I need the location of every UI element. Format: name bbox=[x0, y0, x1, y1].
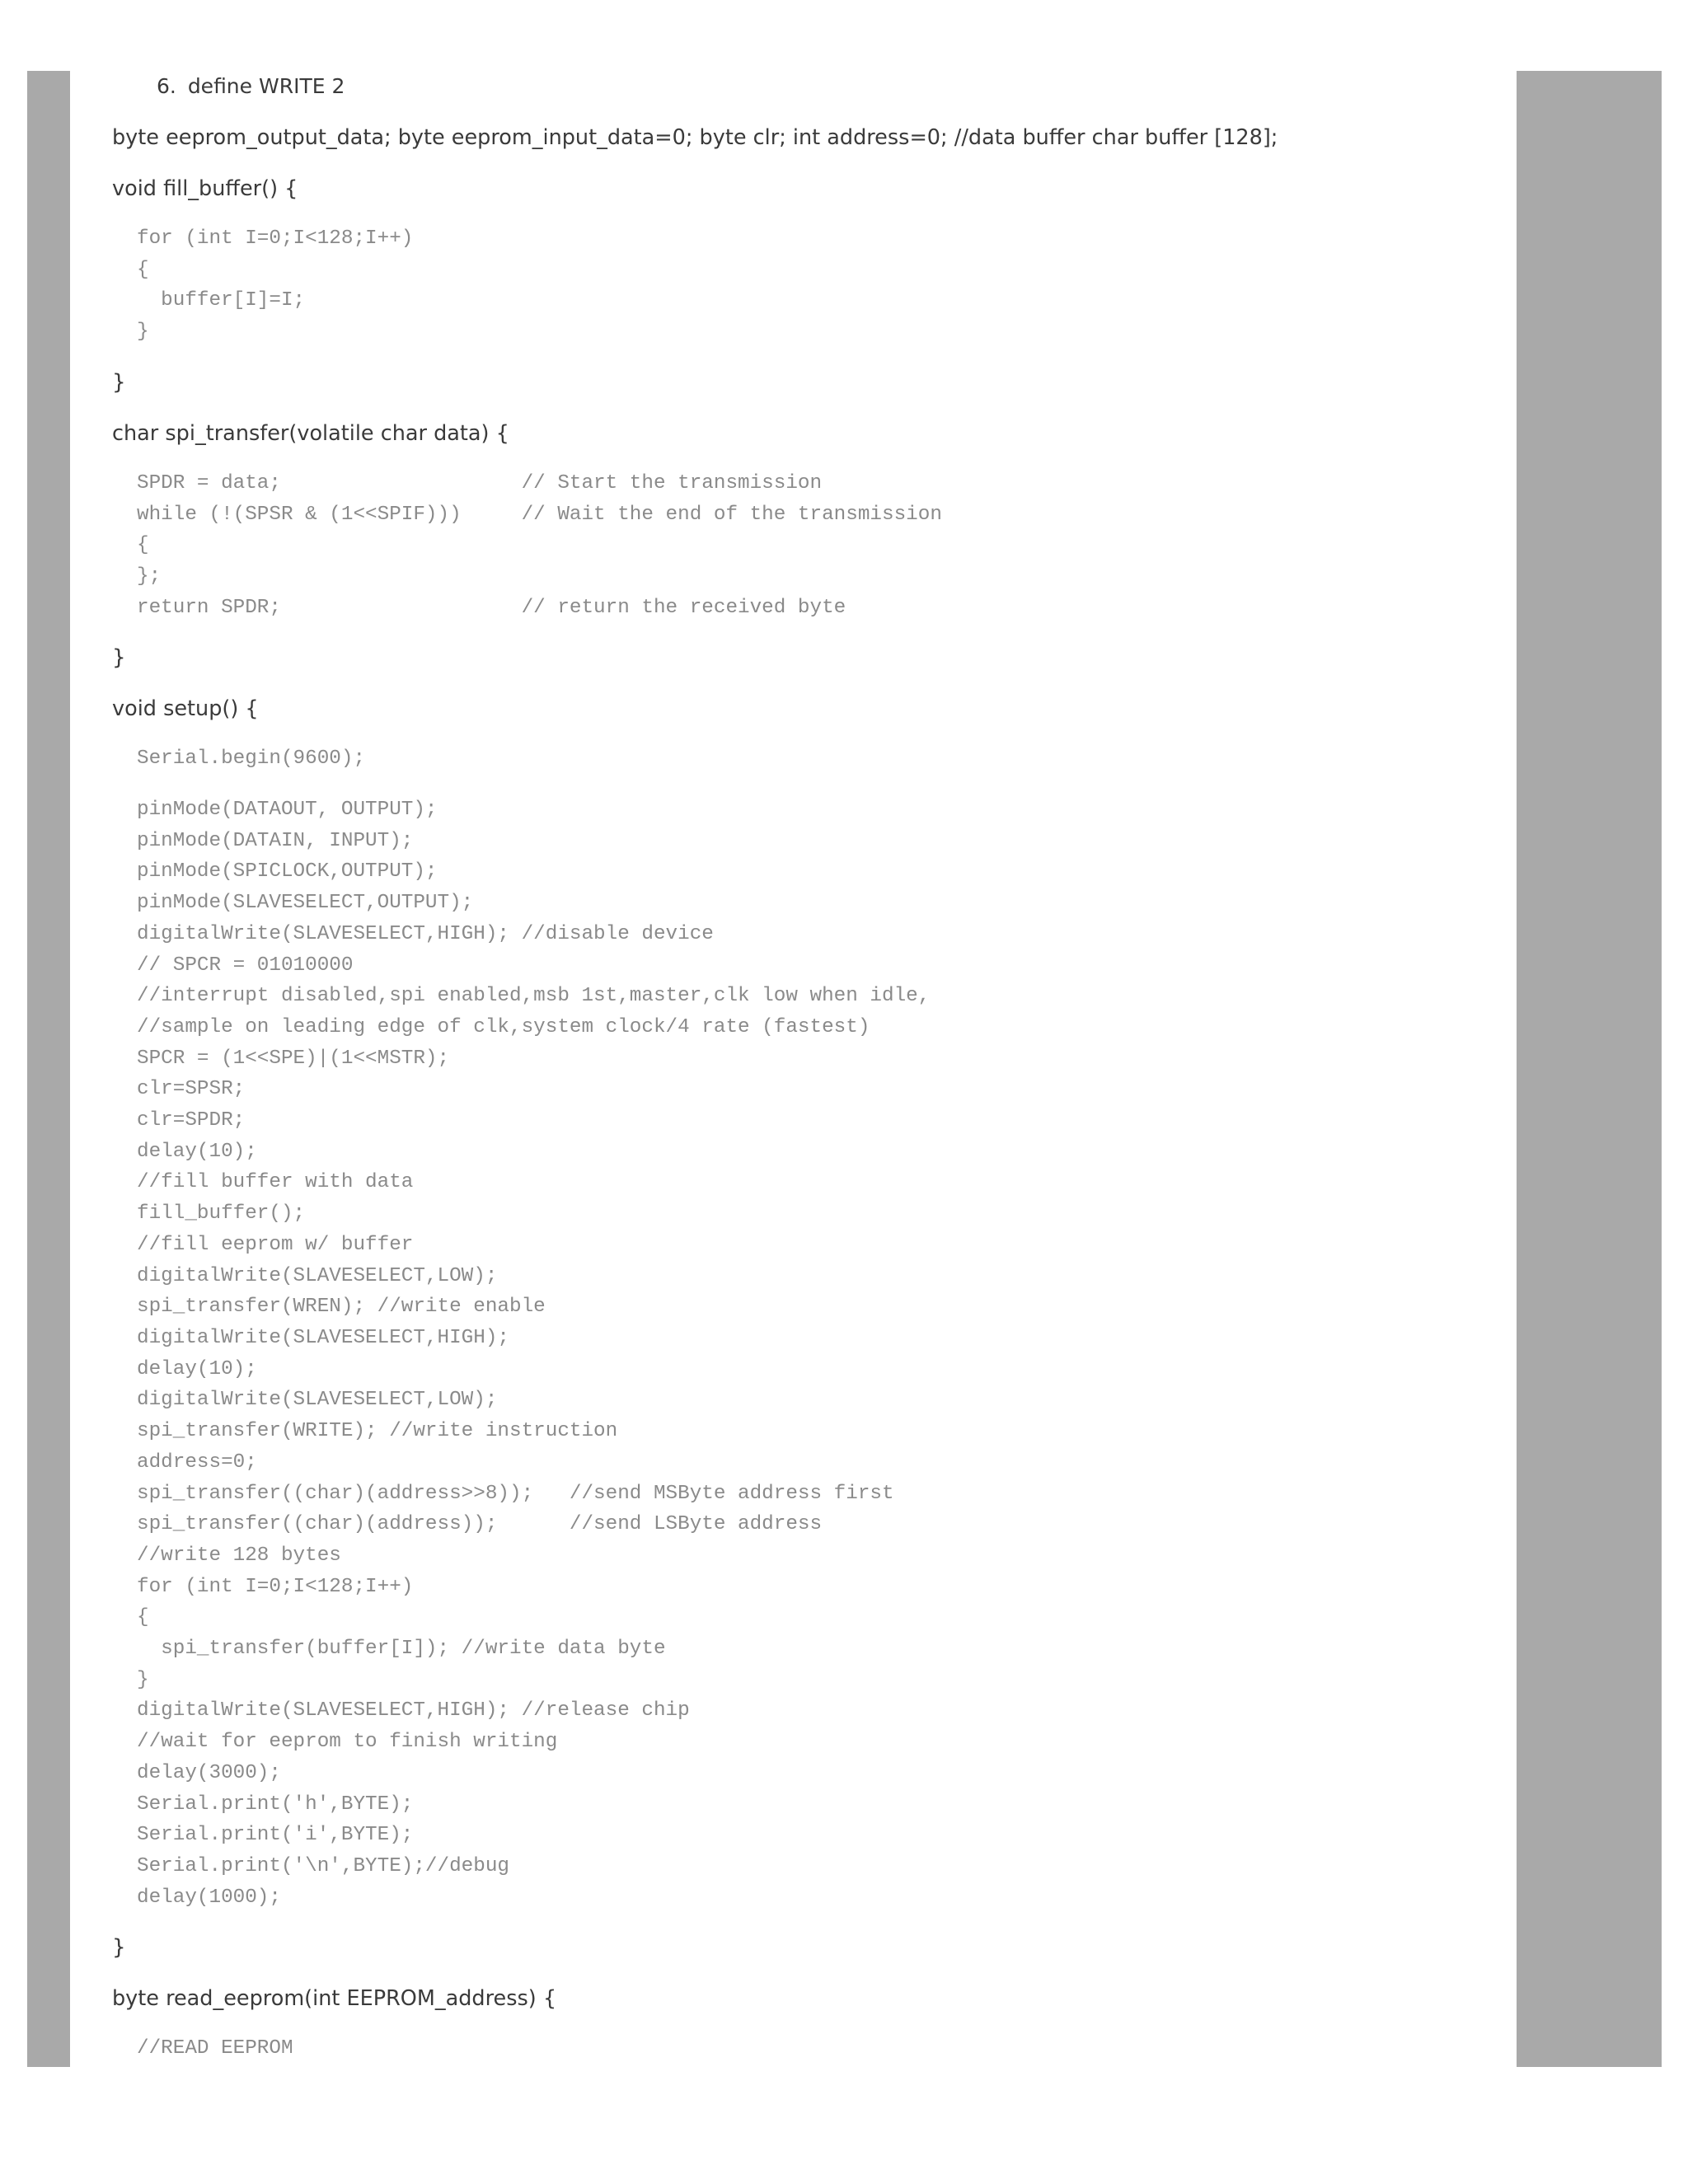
declarations-paragraph: byte eeprom_output_data; byte eeprom_input_data=0; byte clr; int address=0; //data buffer char buffer [128]; bbox=[112, 125, 1278, 150]
read-eeprom-code-block: //READ EEPROM bbox=[137, 2037, 293, 2060]
fill-buffer-code-block: for (int I=0;I<128;I++) { buffer[I]=I; } bbox=[137, 227, 414, 344]
list-item-number: 6. bbox=[157, 74, 176, 98]
setup-serial-code-block: Serial.begin(9600); bbox=[137, 748, 366, 771]
spi-transfer-code-block: SPDR = data; // Start the transmission while (!(SPSR & (1<<SPIF))) // Wait the end of the transmission { }; return SPDR; // return the received byte bbox=[137, 471, 942, 619]
setup-signature: void setup() { bbox=[112, 696, 259, 722]
spi-transfer-signature: char spi_transfer(volatile char data) { bbox=[112, 420, 509, 446]
fill-buffer-close-brace: } bbox=[112, 369, 126, 395]
setup-close-brace: } bbox=[112, 1935, 126, 1961]
spi-transfer-close-brace: } bbox=[112, 645, 126, 671]
fill-buffer-signature: void fill_buffer() { bbox=[112, 176, 298, 201]
setup-code-block: pinMode(DATAOUT, OUTPUT); pinMode(DATAIN, INPUT); pinMode(SPICLOCK,OUTPUT); pinMode(SLAVESELECT,OUTPUT); digitalWrite(SLAVESELECT,HIGH); //disable device // SPCR = 01010000 //interrupt disabled,spi enabled,msb 1st,master,clk low when idle, //sample on leading edge of clk,system clock/4 rate (fastest) SPCR = (1<<SPE)|(1<<MSTR); clr=SPSR; clr=SPDR; delay(10); //fill buffer with data fill_buffer(); //fill eeprom w/ buffer digitalWrite(SLAVESELECT,LOW); spi_transfer(WREN); //write enable digitalWrite(SLAVESELECT,HIGH); delay(10); digitalWrite(SLAVESELECT,LOW); spi_transfer(WRITE); //write instruction address=0; spi_transfer((char)(address>>8)); //send MSByte address first spi_transfer((char)(address)); //send LSByte address //write 128 bytes for (int I=0;I<128;I++) { spi_transfer(buffer[I]); //write data byte } digitalWrite(SLAVESELECT,HIGH); //release chip //wait for eeprom to finish writing delay(3000); Serial.print('h',BYTE); Serial.print('i',BYTE); Serial.print('\n',BYTE);//debug delay(1000); bbox=[137, 799, 931, 1909]
left-margin-bar bbox=[27, 71, 70, 2067]
read-eeprom-signature: byte read_eeprom(int EEPROM_address) { bbox=[112, 1986, 557, 2012]
right-margin-bar bbox=[1517, 71, 1662, 2067]
numbered-list-item bbox=[157, 68, 1497, 105]
document-content bbox=[112, 68, 1497, 2064]
list-item-text: define WRITE 2 bbox=[187, 74, 345, 98]
